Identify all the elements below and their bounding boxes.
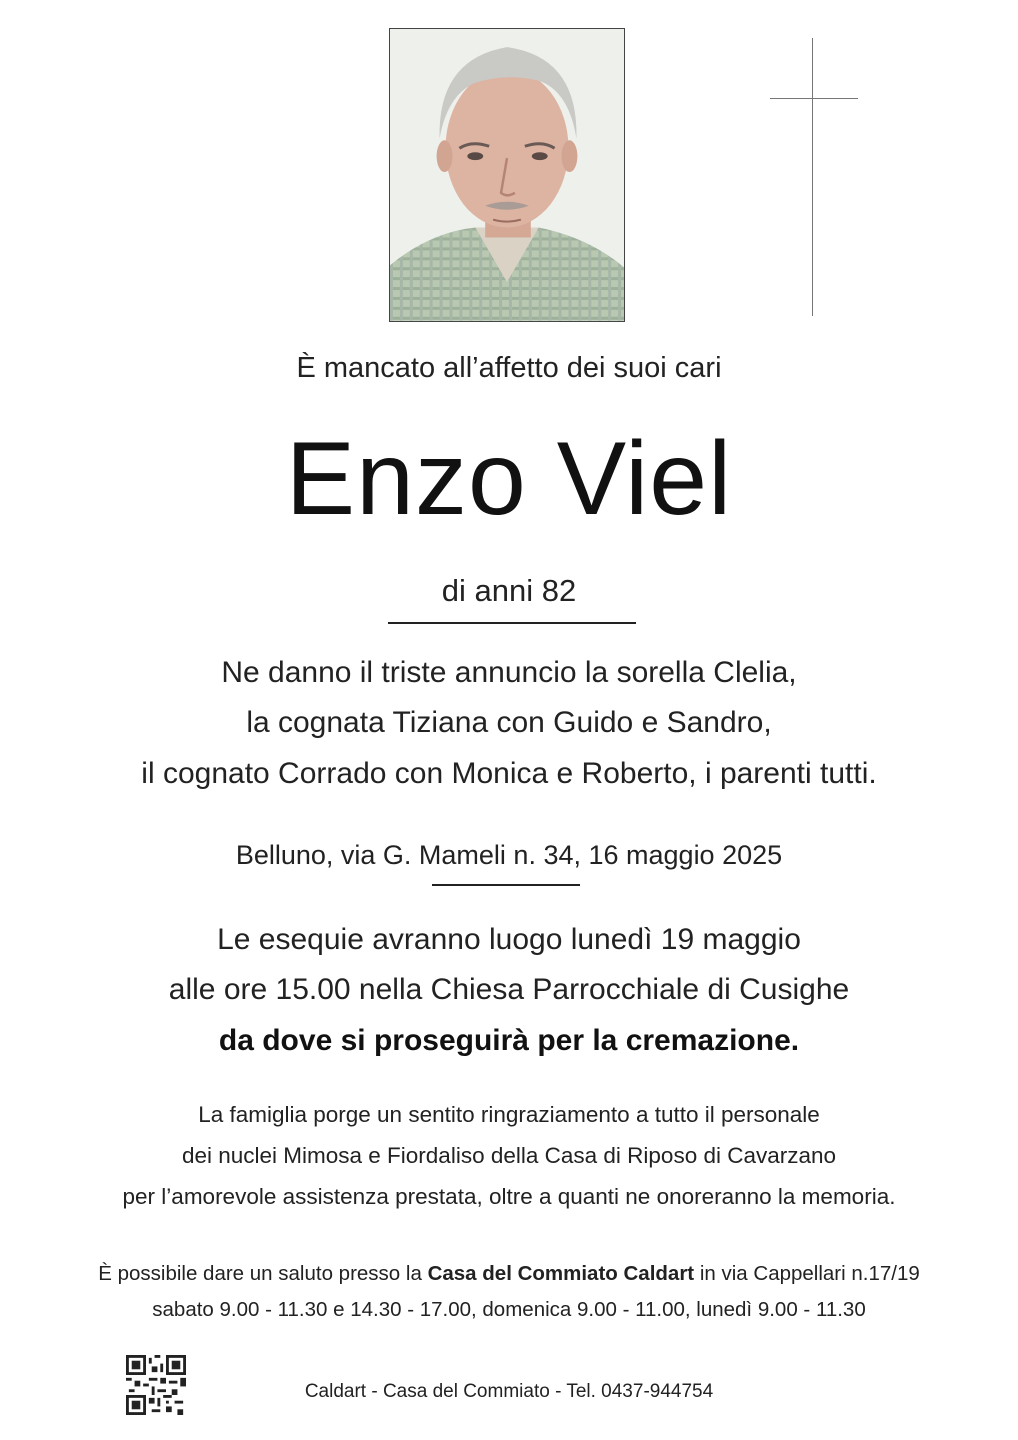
deceased-photo	[389, 28, 625, 322]
funeral-line: alle ore 15.00 nella Chiesa Parrocchiale di Cusighe	[168, 973, 850, 1006]
visit-info-line	[0, 1262, 1018, 1286]
age-text: di anni 82	[441, 573, 577, 608]
place-date: Belluno, via G. Mameli n. 34, 16 maggio 2025	[235, 840, 783, 870]
thanks-line: La famiglia porge un sentito ringraziamento a tutto il personale	[198, 1102, 820, 1127]
visit-hours-line: sabato 9.00 - 11.30 e 14.30 - 17.00, domenica 9.00 - 11.00, lunedì 9.00 - 11.30	[152, 1298, 866, 1321]
thanks-line: dei nuclei Mimosa e Fiordaliso della Casa di Riposo di Cavarzano	[181, 1143, 837, 1168]
announcement-line: il cognato Corrado con Monica e Roberto, i parenti tutti.	[141, 757, 877, 790]
portrait-image	[390, 29, 624, 321]
announcement-line: la cognata Tiziana con Guido e Sandro,	[246, 706, 772, 739]
thanks-line: per l’amorevole assistenza prestata, oltre a quanti ne onoreranno la memoria.	[122, 1184, 896, 1209]
deceased-name: Enzo Viel	[285, 421, 733, 537]
visit-text: in via Cappellari n.17/19	[694, 1262, 920, 1285]
cross-icon	[770, 38, 858, 316]
intro-text: È mancato all’affetto dei suoi cari	[296, 352, 722, 384]
divider-line	[388, 622, 636, 624]
cross-horizontal-bar	[770, 98, 858, 99]
funeral-line: Le esequie avranno luogo lunedì 19 maggio	[217, 923, 801, 956]
announcement-line: Ne danno il triste annuncio la sorella Clelia,	[221, 656, 797, 689]
funeral-line-bold: da dove si proseguirà per la cremazione.	[218, 1024, 800, 1057]
visit-text: È possibile dare un saluto presso la	[98, 1262, 428, 1285]
divider-line	[432, 884, 580, 886]
funeral-home-name: Casa del Commiato Caldart	[427, 1262, 695, 1285]
footer-contact: Caldart - Casa del Commiato - Tel. 0437-944754	[304, 1381, 714, 1402]
cross-vertical-bar	[812, 38, 813, 316]
